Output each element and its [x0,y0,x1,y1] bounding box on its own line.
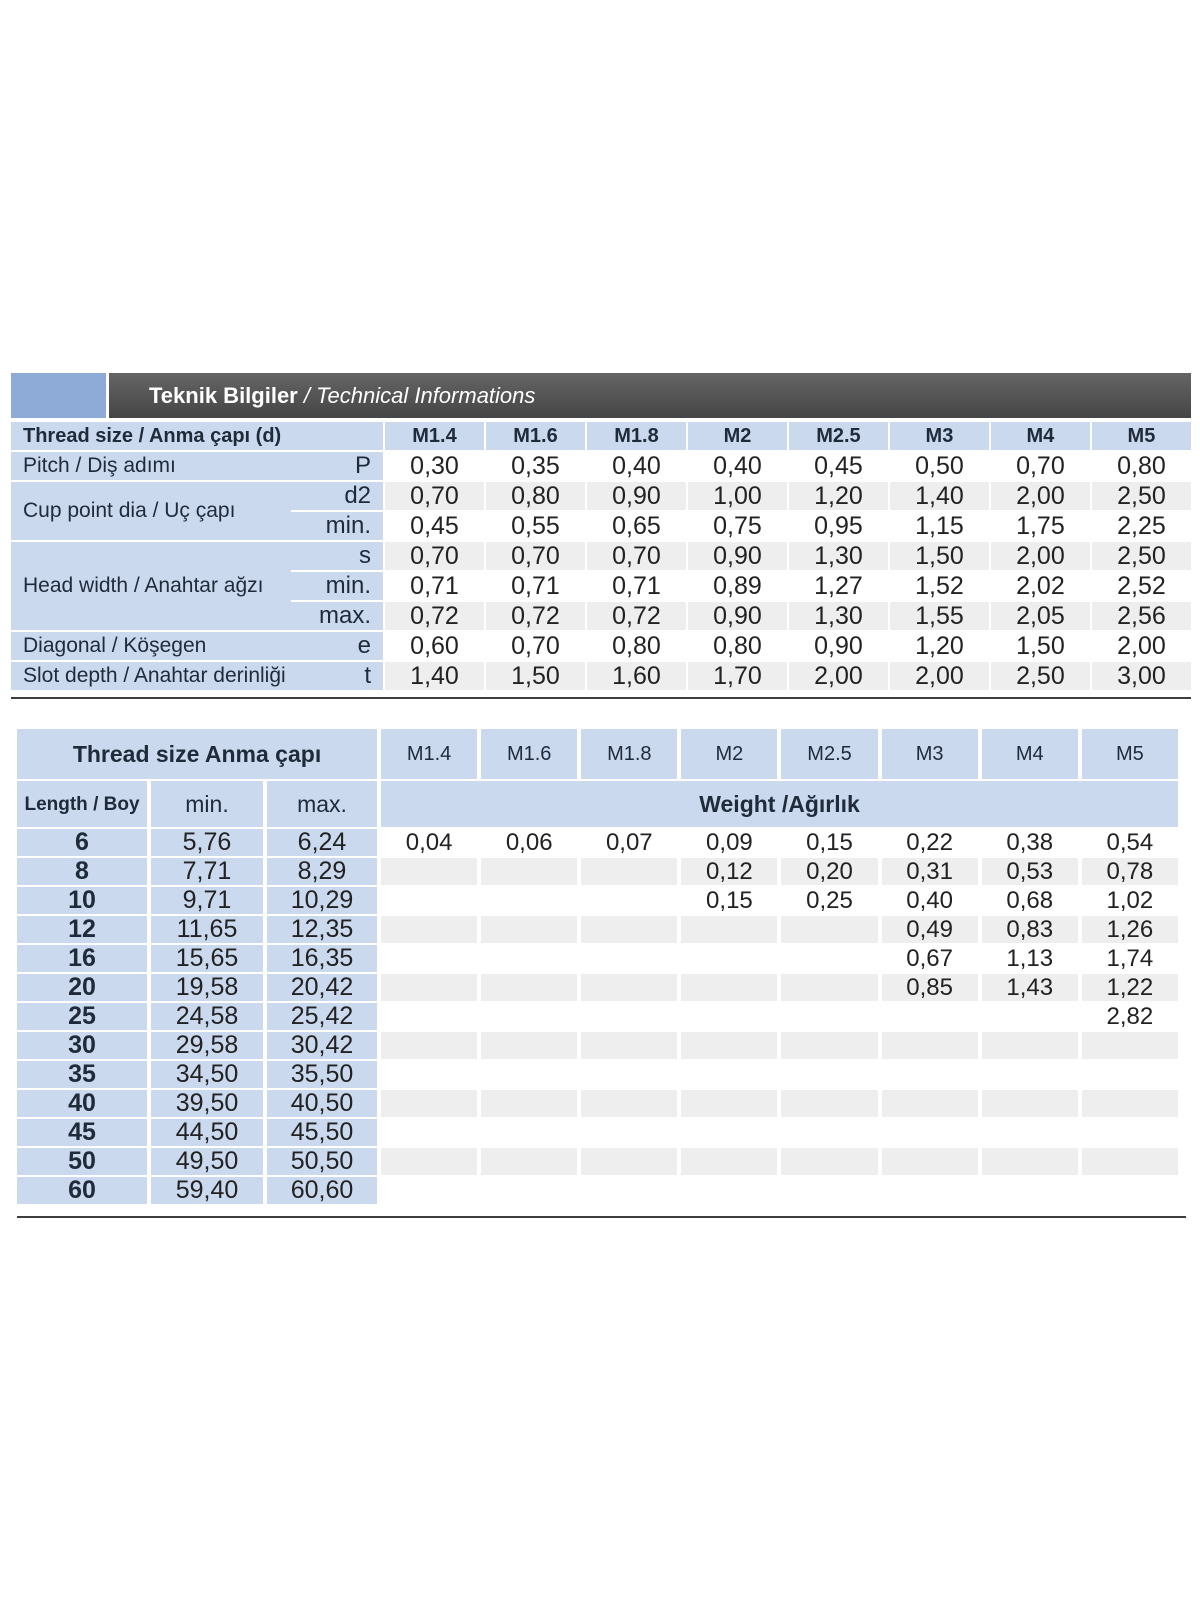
weight-cell: 0,15 [681,887,777,914]
cup-point-row-value: 2,50 [1090,482,1191,510]
weight-cell: 0,04 [381,829,477,856]
length-label: Length / Boy [17,781,147,827]
head-width-max-row-value: 0,90 [686,602,787,630]
weight-cell [681,1177,777,1204]
table-row [17,916,1178,943]
head-width-row-value: 2,50 [1090,542,1191,570]
diagonal-row-value: 0,60 [383,632,484,660]
weight-cell: 0,25 [781,887,877,914]
diagonal-row-value: 0,90 [787,632,888,660]
head-width-row [11,542,1191,570]
cup-point-min-row-value: 0,55 [484,512,585,540]
weight-cell: 0,12 [681,858,777,885]
weight-cell [581,916,677,943]
weight-cell [581,974,677,1001]
spec-table [11,420,1191,692]
weight-cell [781,916,877,943]
head-width-max-row-value: 2,56 [1090,602,1191,630]
weight-cell [781,1032,877,1059]
weight-cell: 1,74 [1082,945,1178,972]
weight-cell: 1,43 [982,974,1078,1001]
weight-size-header-m4: M4 [982,729,1078,779]
length-cell: 45 [17,1119,147,1146]
weight-cell [381,858,477,885]
length-cell: 60 [17,1177,147,1204]
diagonal-row-value: 1,20 [888,632,989,660]
cup-point-row-symbol: d2 [291,482,383,510]
cup-point-row-value: 0,80 [484,482,585,510]
diagonal-row [11,632,1191,660]
min-cell: 7,71 [151,858,263,885]
slot-depth-row-value: 1,50 [484,662,585,690]
head-width-min-row-value: 1,27 [787,572,888,600]
weight-cell [982,1061,1078,1088]
title-turkish: Teknik Bilgiler [149,383,298,408]
size-header-m5: M5 [1090,422,1191,450]
weight-thread-label: Thread size Anma çapı [17,729,377,779]
weight-cell [481,1032,577,1059]
weight-cell: 0,67 [882,945,978,972]
size-header-m1-8: M1.8 [585,422,686,450]
length-cell: 12 [17,916,147,943]
cup-point-row-value: 2,00 [989,482,1090,510]
size-header-m2-5: M2.5 [787,422,888,450]
weight-cell [381,1061,477,1088]
weight-cell [982,1032,1078,1059]
table-row [17,1032,1178,1059]
weight-cell [1082,1090,1178,1117]
weight-cell [882,1061,978,1088]
weight-cell [882,1003,978,1030]
weight-cell [581,1061,677,1088]
diagonal-row-label: Diagonal / Köşegen [11,632,291,660]
weight-cell [381,974,477,1001]
weight-cell: 0,85 [882,974,978,1001]
cup-point-min-row-value: 1,75 [989,512,1090,540]
max-cell: 12,35 [267,916,377,943]
weight-cell [681,1090,777,1117]
max-cell: 16,35 [267,945,377,972]
min-cell: 24,58 [151,1003,263,1030]
pitch-row-label: Pitch / Diş adımı [11,452,291,480]
weight-cell: 0,40 [882,887,978,914]
table-row [17,1177,1178,1204]
pitch-row-value: 0,45 [787,452,888,480]
weight-cell [781,1148,877,1175]
weight-cell [381,1148,477,1175]
weight-cell [1082,1177,1178,1204]
weight-cell: 0,15 [781,829,877,856]
weight-table-bottom-rule [17,1216,1186,1218]
weight-cell [481,1061,577,1088]
weight-cell: 0,31 [882,858,978,885]
weight-cell [581,1119,677,1146]
length-cell: 35 [17,1061,147,1088]
size-header-m3: M3 [888,422,989,450]
slot-depth-row-symbol: t [291,662,383,690]
cup-point-min-row-symbol: min. [291,512,383,540]
weight-cell [481,1090,577,1117]
weight-cell [481,858,577,885]
weight-cell [481,1119,577,1146]
head-width-row-value: 0,70 [585,542,686,570]
weight-size-header-m2: M2 [681,729,777,779]
length-cell: 8 [17,858,147,885]
weight-cell [381,1177,477,1204]
head-width-row-value: 1,30 [787,542,888,570]
max-cell: 40,50 [267,1090,377,1117]
length-cell: 25 [17,1003,147,1030]
max-cell: 45,50 [267,1119,377,1146]
weight-cell [982,1148,1078,1175]
title-banner [11,373,1191,418]
cup-point-min-row-value: 0,75 [686,512,787,540]
weight-cell [1082,1148,1178,1175]
weight-cell [882,1032,978,1059]
weight-cell [681,916,777,943]
table-row [17,1119,1178,1146]
title-english: / Technical Informations [303,383,536,408]
weight-cell: 0,07 [581,829,677,856]
weight-cell [1082,1032,1178,1059]
weight-cell [481,945,577,972]
min-cell: 34,50 [151,1061,263,1088]
head-width-max-row-value: 1,55 [888,602,989,630]
head-width-min-row-value: 2,02 [989,572,1090,600]
pitch-row-value: 0,30 [383,452,484,480]
slot-depth-row-value: 2,50 [989,662,1090,690]
min-cell: 9,71 [151,887,263,914]
pitch-row-value: 0,70 [989,452,1090,480]
slot-depth-row-value: 2,00 [787,662,888,690]
head-width-min-row-value: 0,71 [383,572,484,600]
head-width-row-value: 0,70 [383,542,484,570]
weight-cell [781,1003,877,1030]
weight-cell [381,1119,477,1146]
weight-cell [581,887,677,914]
pitch-row-value: 0,35 [484,452,585,480]
head-width-row-value: 0,90 [686,542,787,570]
weight-cell [781,1119,877,1146]
weight-cell: 0,06 [481,829,577,856]
cup-point-min-row-value: 2,25 [1090,512,1191,540]
max-cell: 35,50 [267,1061,377,1088]
min-cell: 5,76 [151,829,263,856]
length-cell: 10 [17,887,147,914]
weight-cell [381,945,477,972]
weight-cell [681,1061,777,1088]
size-header-m1-6: M1.6 [484,422,585,450]
min-cell: 19,58 [151,974,263,1001]
page-title [149,373,535,418]
weight-cell [781,1177,877,1204]
head-width-min-row-value: 0,71 [484,572,585,600]
weight-cell: 0,53 [982,858,1078,885]
head-width-row-value: 2,00 [989,542,1090,570]
slot-depth-row-value: 1,40 [383,662,484,690]
max-cell: 6,24 [267,829,377,856]
length-cell: 30 [17,1032,147,1059]
weight-cell [581,1003,677,1030]
weight-cell [581,1148,677,1175]
weight-size-header-m5: M5 [1082,729,1178,779]
min-cell: 39,50 [151,1090,263,1117]
length-cell: 6 [17,829,147,856]
diagonal-row-value: 2,00 [1090,632,1191,660]
length-cell: 50 [17,1148,147,1175]
weight-cell: 0,54 [1082,829,1178,856]
cup-point-row-value: 1,00 [686,482,787,510]
head-width-max-row-value: 2,05 [989,602,1090,630]
weight-cell [781,974,877,1001]
table-row [17,858,1178,885]
weight-cell: 0,83 [982,916,1078,943]
weight-cell [581,1032,677,1059]
weight-size-header-m1-4: M1.4 [381,729,477,779]
weight-cell [581,1090,677,1117]
cup-point-min-row-value: 0,95 [787,512,888,540]
max-cell: 50,50 [267,1148,377,1175]
size-header-m2: M2 [686,422,787,450]
weight-cell: 0,20 [781,858,877,885]
table-row [17,1061,1178,1088]
weight-cell [982,1119,1078,1146]
slot-depth-row [11,662,1191,690]
weight-size-header-m1-8: M1.8 [581,729,677,779]
weight-cell [681,1148,777,1175]
weight-subheader-row [17,781,1178,827]
weight-cell [1082,1119,1178,1146]
length-cell: 20 [17,974,147,1001]
spec-header-row [11,422,1191,450]
min-cell: 29,58 [151,1032,263,1059]
length-cell: 40 [17,1090,147,1117]
diagonal-row-value: 0,80 [585,632,686,660]
cup-point-row-value: 0,70 [383,482,484,510]
max-cell: 30,42 [267,1032,377,1059]
head-width-min-row-value: 1,52 [888,572,989,600]
weight-cell: 1,22 [1082,974,1178,1001]
weight-cell: 0,49 [882,916,978,943]
weight-size-header-m1-6: M1.6 [481,729,577,779]
table-row [17,945,1178,972]
weight-cell [781,945,877,972]
weight-cell [882,1177,978,1204]
head-width-row-symbol: s [291,542,383,570]
cup-point-row [11,482,1191,510]
head-width-max-row-value: 0,72 [484,602,585,630]
table-row [17,887,1178,914]
head-width-row-value: 0,70 [484,542,585,570]
slot-depth-row-value: 1,70 [686,662,787,690]
cup-point-row-value: 1,40 [888,482,989,510]
pitch-row-symbol: P [291,452,383,480]
pitch-row-value: 0,40 [585,452,686,480]
weight-cell [982,1090,1078,1117]
weight-cell [381,1032,477,1059]
weight-cell [982,1003,1078,1030]
pitch-row [11,452,1191,480]
pitch-row-value: 0,80 [1090,452,1191,480]
cup-point-row-value: 0,90 [585,482,686,510]
max-cell: 60,60 [267,1177,377,1204]
diagonal-row-value: 0,70 [484,632,585,660]
weight-cell [481,1177,577,1204]
head-width-max-row-value: 0,72 [585,602,686,630]
weight-cell [681,974,777,1001]
slot-depth-row-value: 1,60 [585,662,686,690]
weight-cell: 1,02 [1082,887,1178,914]
weight-cell [581,1177,677,1204]
weight-cell [681,1003,777,1030]
head-width-row-label: Head width / Anahtar ağzı [11,542,291,630]
min-cell: 11,65 [151,916,263,943]
weight-cell [381,1003,477,1030]
max-cell: 8,29 [267,858,377,885]
size-header-m1-4: M1.4 [383,422,484,450]
max-label: max. [267,781,377,827]
cup-point-min-row-value: 0,45 [383,512,484,540]
slot-depth-row-value: 2,00 [888,662,989,690]
weight-cell [781,1061,877,1088]
weight-cell [1082,1061,1178,1088]
min-cell: 49,50 [151,1148,263,1175]
table-row [17,1148,1178,1175]
weight-cell [481,887,577,914]
head-width-min-row-symbol: min. [291,572,383,600]
cup-point-row-value: 1,20 [787,482,888,510]
weight-cell [481,974,577,1001]
weight-cell: 0,78 [1082,858,1178,885]
size-header-m4: M4 [989,422,1090,450]
cup-point-min-row-value: 0,65 [585,512,686,540]
weight-size-header-m2-5: M2.5 [781,729,877,779]
cup-point-min-row-value: 1,15 [888,512,989,540]
weight-cell: 0,38 [982,829,1078,856]
weight-cell [681,1119,777,1146]
weight-cell [481,1003,577,1030]
weight-cell [882,1090,978,1117]
head-width-min-row-value: 0,71 [585,572,686,600]
table-row [17,974,1178,1001]
head-width-min-row-value: 0,89 [686,572,787,600]
spec-table-bottom-rule [11,697,1191,699]
weight-cell [481,916,577,943]
min-cell: 44,50 [151,1119,263,1146]
weight-cell [982,1177,1078,1204]
weight-cell [681,1032,777,1059]
weight-cell [882,1119,978,1146]
weight-cell [581,945,677,972]
cup-point-row-label: Cup point dia / Uç çapı [11,482,291,540]
head-width-min-row-value: 2,52 [1090,572,1191,600]
weight-cell [781,1090,877,1117]
min-cell: 59,40 [151,1177,263,1204]
pitch-row-value: 0,40 [686,452,787,480]
weight-header-row [17,729,1178,779]
head-width-max-row-symbol: max. [291,602,383,630]
head-width-max-row-value: 1,30 [787,602,888,630]
weight-cell [581,858,677,885]
weight-cell [882,1148,978,1175]
weight-label: Weight /Ağırlık [381,781,1178,827]
weight-cell: 0,22 [882,829,978,856]
min-label: min. [151,781,263,827]
weight-cell: 1,13 [982,945,1078,972]
weight-cell: 0,09 [681,829,777,856]
diagonal-row-value: 0,80 [686,632,787,660]
length-cell: 16 [17,945,147,972]
weight-cell [381,916,477,943]
table-row [17,1003,1178,1030]
pitch-row-value: 0,50 [888,452,989,480]
slot-depth-row-label: Slot depth / Anahtar derinliği [11,662,291,690]
slot-depth-row-value: 3,00 [1090,662,1191,690]
head-width-max-row-value: 0,72 [383,602,484,630]
weight-table [13,727,1182,1206]
weight-cell: 0,68 [982,887,1078,914]
banner-blue-block [11,373,106,418]
min-cell: 15,65 [151,945,263,972]
max-cell: 10,29 [267,887,377,914]
thread-size-label: Thread size / Anma çapı (d) [11,422,383,450]
weight-cell [381,1090,477,1117]
weight-cell: 2,82 [1082,1003,1178,1030]
table-row [17,1090,1178,1117]
weight-cell [681,945,777,972]
weight-cell: 1,26 [1082,916,1178,943]
table-row [17,829,1178,856]
diagonal-row-value: 1,50 [989,632,1090,660]
weight-cell [381,887,477,914]
head-width-row-value: 1,50 [888,542,989,570]
weight-cell [481,1148,577,1175]
max-cell: 25,42 [267,1003,377,1030]
diagonal-row-symbol: e [291,632,383,660]
max-cell: 20,42 [267,974,377,1001]
weight-size-header-m3: M3 [882,729,978,779]
